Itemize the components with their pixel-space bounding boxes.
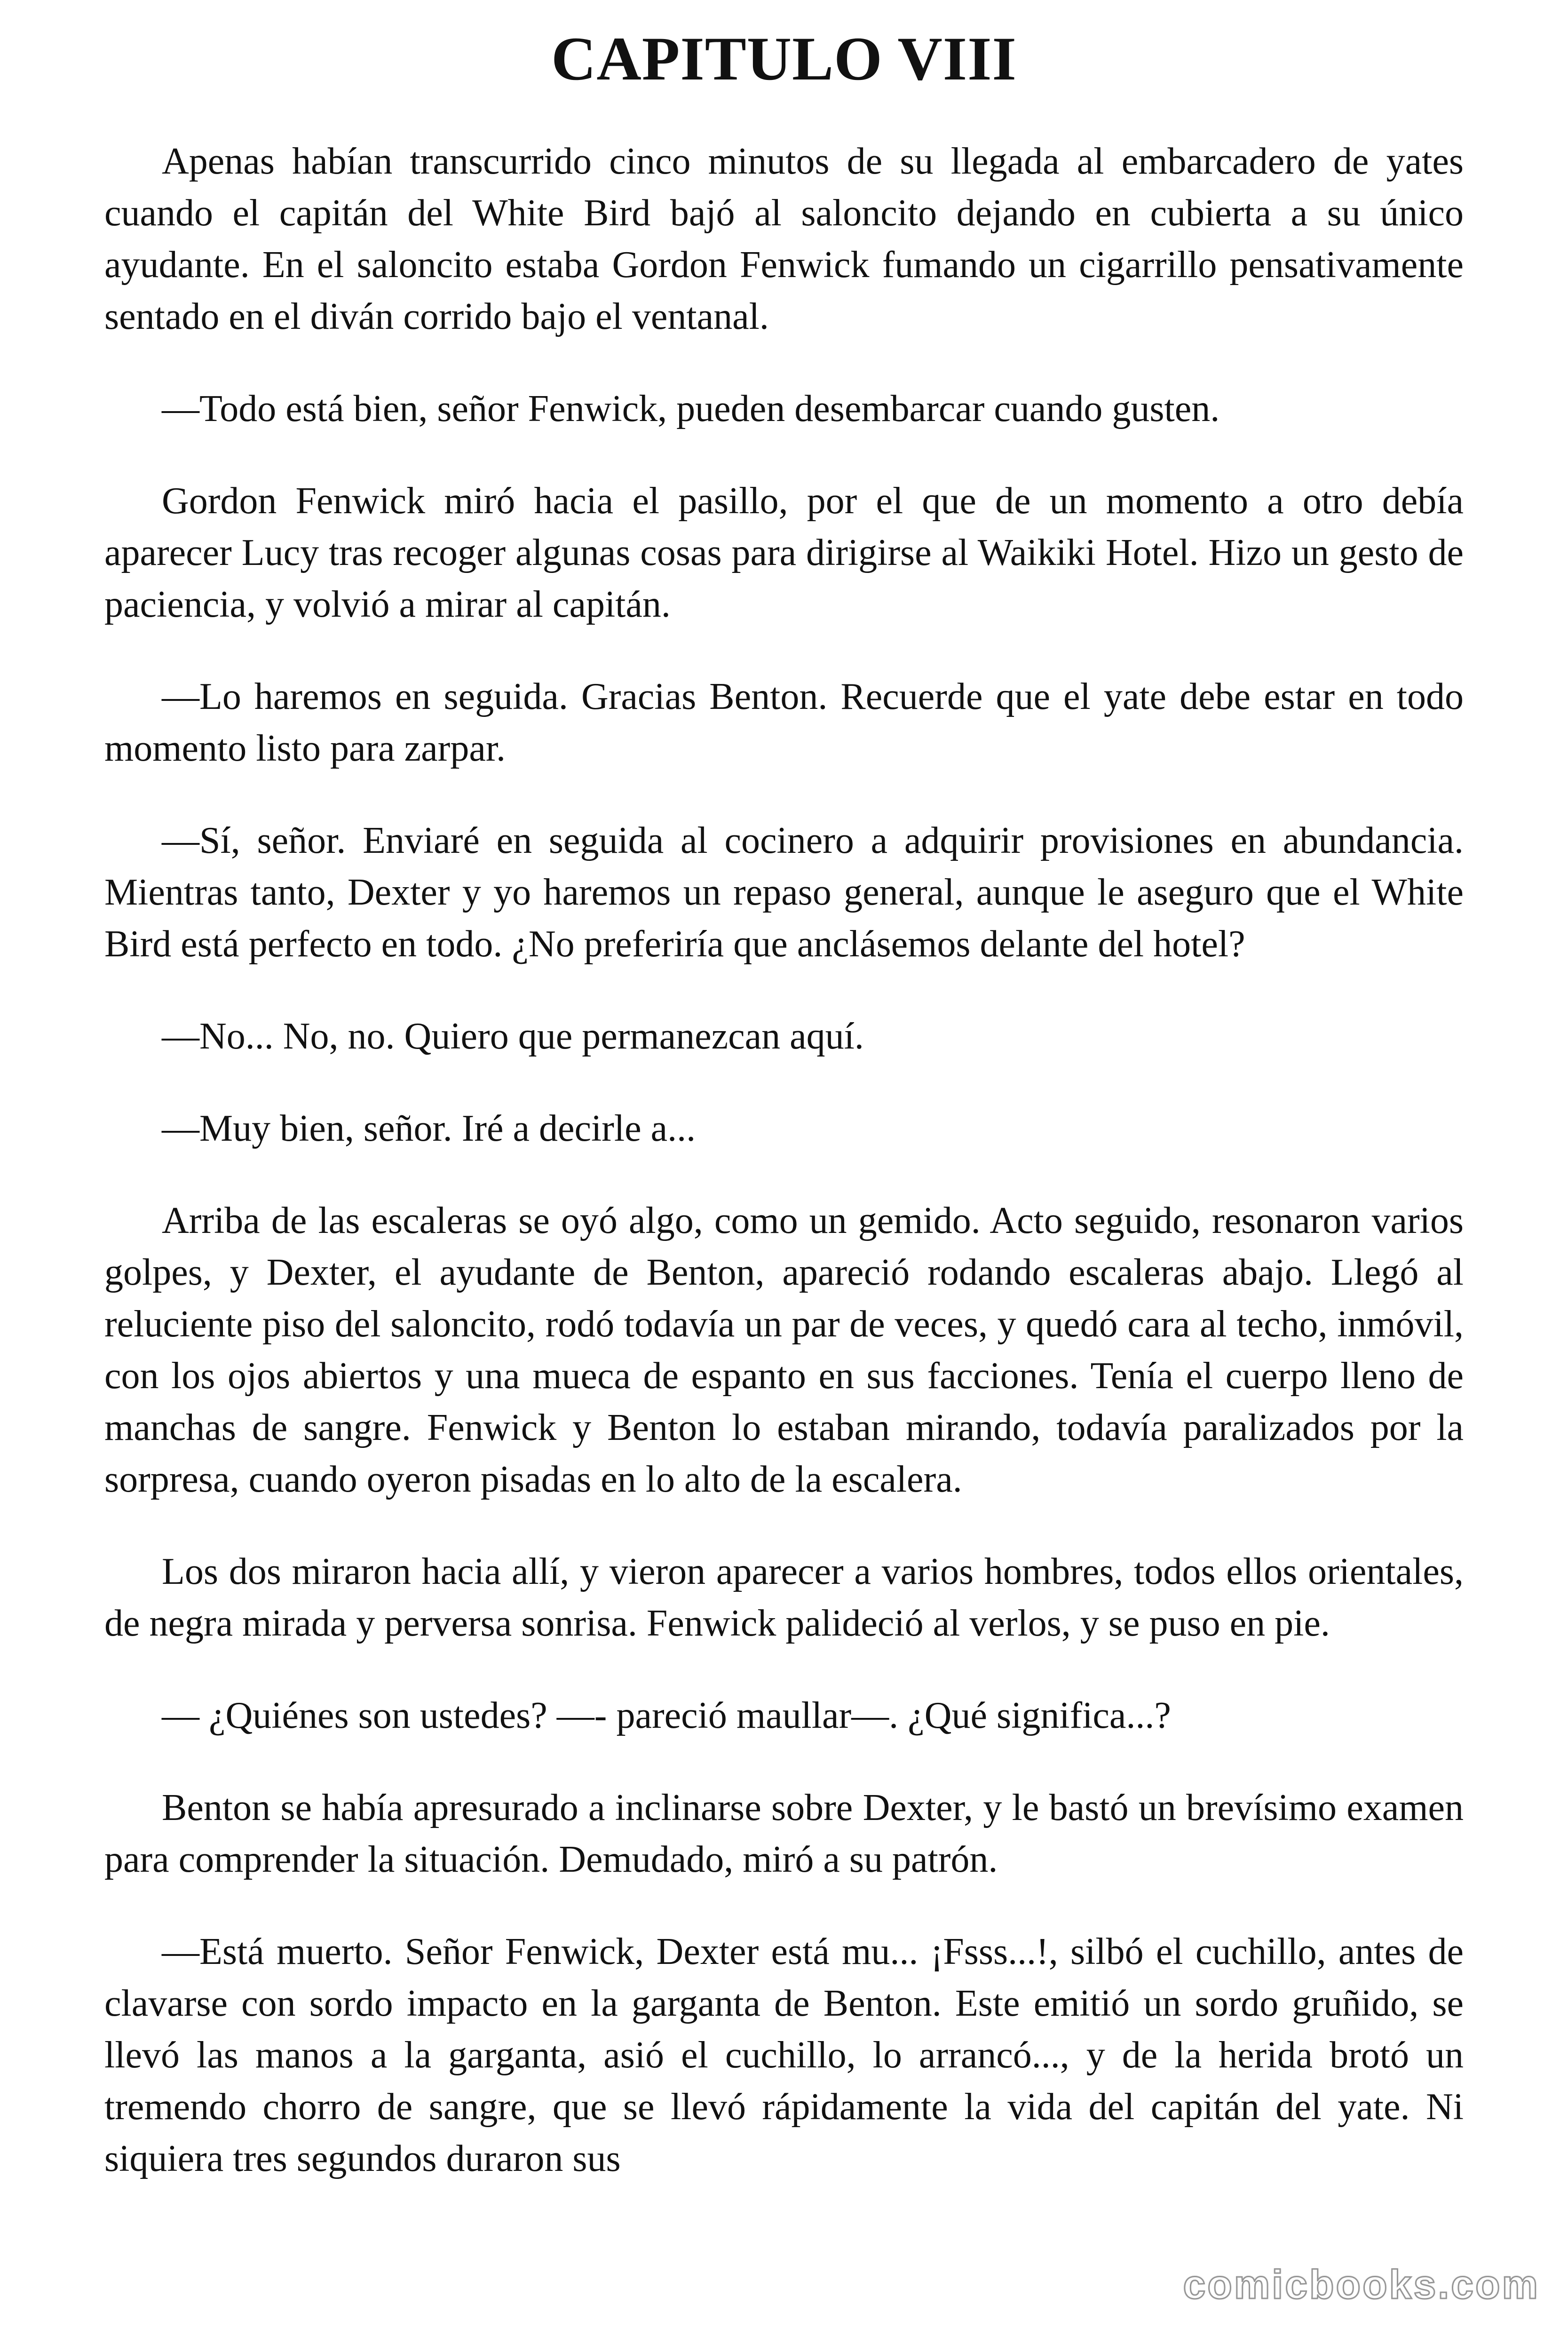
paragraph: —Todo está bien, señor Fenwick, pueden desembarcar cuando gusten. [162, 388, 1220, 429]
paragraph: Benton se había apresurado a inclinarse sobre Dexter, y le bastó un brevísimo examen para comprender la situación. Demudado, miró a su patrón. [104, 1787, 1464, 1880]
paragraph: —Muy bien, señor. Iré a decirle a... [162, 1108, 696, 1149]
paragraph: Los dos miraron hacia allí, y vieron aparecer a varios hombres, todos ellos orientales, de negra mirada y perversa sonrisa. Fenwick palideció al verlos, y se puso en pie. [104, 1551, 1464, 1644]
paragraph: Arriba de las escaleras se oyó algo, como un gemido. Acto seguido, resonaron varios golpes, y Dexter, el ayudante de Benton, apareció rodando escaleras abajo. Llegó al reluciente piso del saloncito, rodó todavía un par de veces, y quedó cara al techo, inmóvil, con los ojos abiertos y una mueca de espanto en sus facciones. Tenía el cuerpo lleno de manchas de sangre. Fenwick y Benton lo estaban mirando, todavía paralizados por la sorpresa, cuando oyeron pisadas en lo alto de la escalera. [104, 1200, 1464, 1500]
chapter-title: CAPITULO VIII [551, 24, 1017, 93]
chapter-body [104, 135, 1464, 2225]
paragraph: —Está muerto. Señor Fenwick, Dexter está mu... ¡Fsss...!, silbó el cuchillo, antes de clavarse con sordo impacto en la garganta de Benton. Este emitió un sordo gruñido, se llevó las manos a la garganta, asió el cuchillo, lo arrancó..., y de la herida brotó un tremendo chorro de sangre, que se llevó rápidamente la vida del capitán del yate. Ni siquiera tres segundos duraron sus [104, 1931, 1464, 2179]
watermark: comicbooks.com [1183, 2262, 1540, 2307]
paragraph: —Lo haremos en seguida. Gracias Benton. Recuerde que el yate debe estar en todo momento listo para zarpar. [104, 676, 1464, 769]
paragraph: Gordon Fenwick miró hacia el pasillo, por el que de un momento a otro debía aparecer Lucy tras recoger algunas cosas para dirigirse al Waikiki Hotel. Hizo un gesto de paciencia, y volvió a mirar al capitán. [104, 480, 1464, 625]
paragraph: — ¿Quiénes son ustedes? —- pareció maullar—. ¿Qué significa...? [162, 1695, 1171, 1736]
paragraph: Apenas habían transcurrido cinco minutos de su llegada al embarcadero de yates cuando el capitán del White Bird bajó al saloncito dejando en cubierta a su único ayudante. En el saloncito estaba Gordon Fenwick fumando un cigarrillo pensativamente sentado en el diván corrido bajo el ventanal. [104, 141, 1464, 337]
paragraph: —No... No, no. Quiero que permanezcan aquí. [162, 1016, 864, 1057]
paragraph: —Sí, señor. Enviaré en seguida al cocinero a adquirir provisiones en abundancia. Mientras tanto, Dexter y yo haremos un repaso general, aunque le aseguro que el White Bird está perfecto en todo. ¿No preferiría que anclásemos delante del hotel? [104, 820, 1464, 965]
